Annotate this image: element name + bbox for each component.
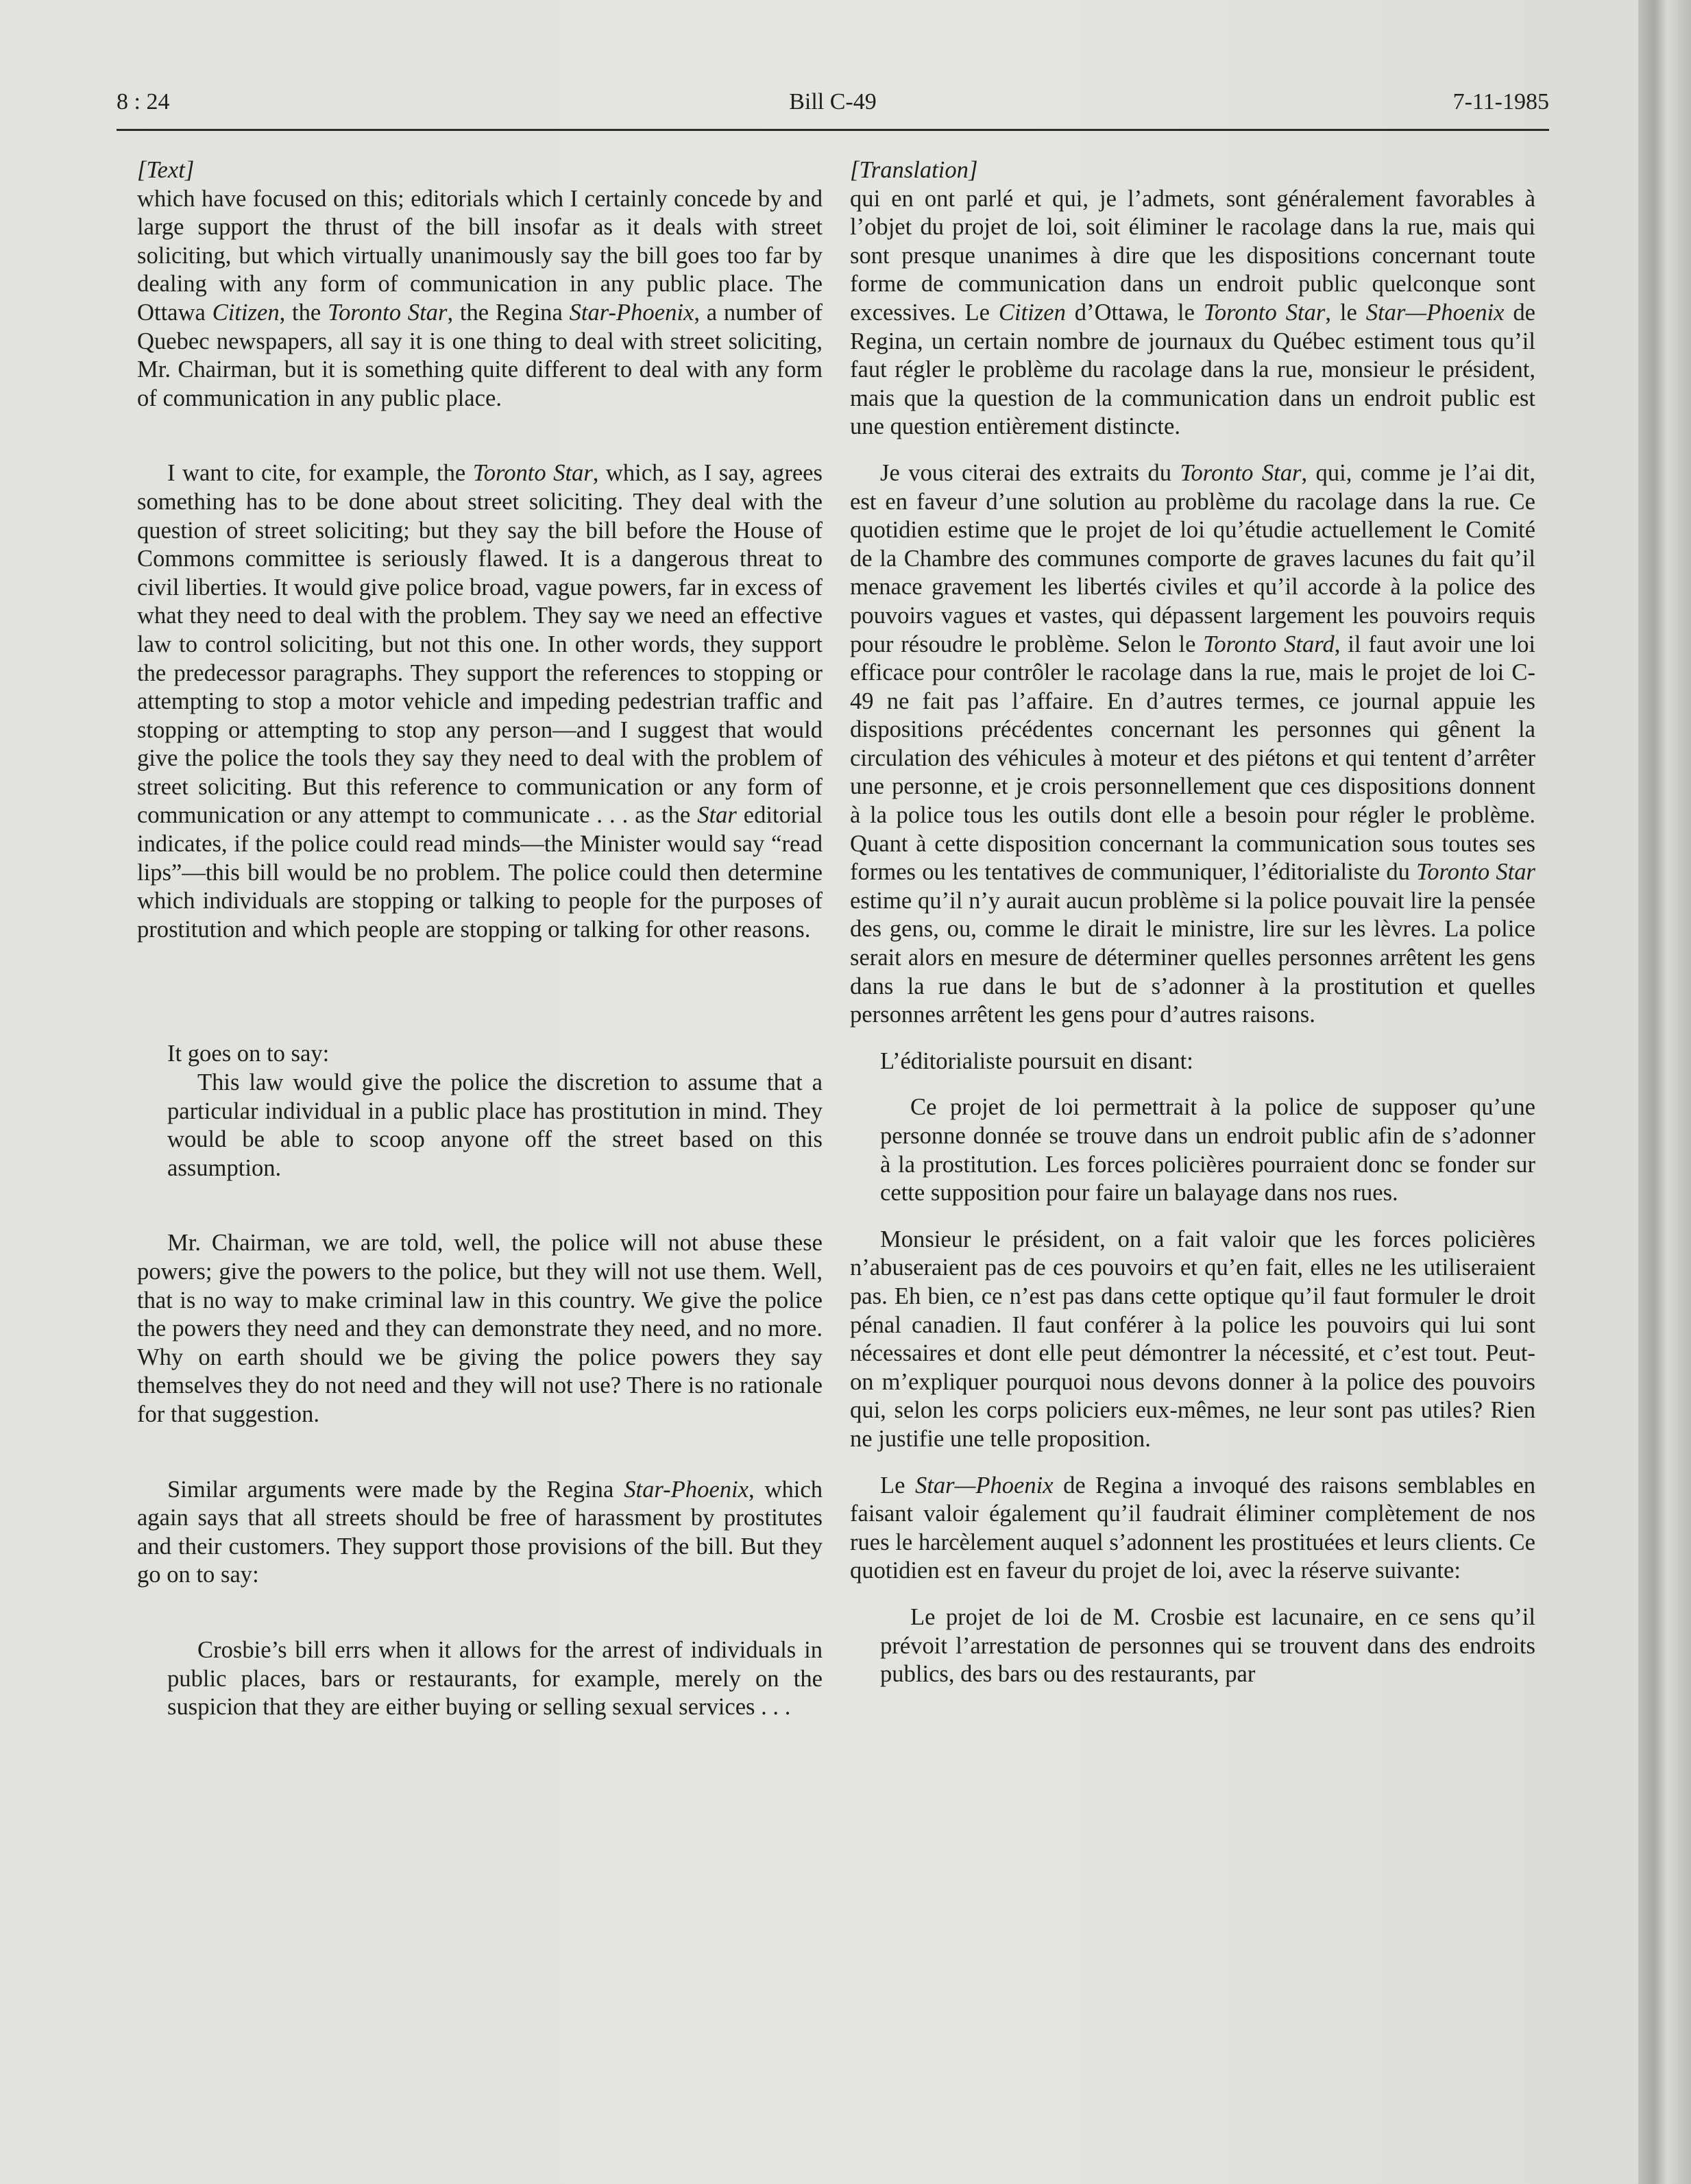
french-paragraph: Le Star—Phoenix de Regina a invoqué des raisons semblables en faisant valoir également qu’il faudrait éliminer complètement de nos rues le harcèlement auquel s’adonnent les prostituées et leurs clients. Ce quotidien est en faveur du projet de loi, avec la réserve suivante: (850, 1472, 1535, 1584)
french-column (850, 156, 1535, 1689)
french-paragraph: L’éditorialiste poursuit en disant: (880, 1047, 1193, 1074)
bill-title: Bill C-49 (789, 89, 877, 114)
english-paragraph: It goes on to say: (167, 1041, 330, 1067)
page-number: 8 : 24 (117, 89, 170, 114)
english-paragraph: which have focused on this; editorials which I certainly concede by and large support the thrust of the bill insofar as it deals with street soliciting, but which virtually unanimously say the bill goes too far by dealing with any form of communication in any public place. The Ottawa Citizen, the Toronto Star, the Regina Star-Phoenix, a number of Quebec newspapers, all say it is one thing to deal with street soliciting, Mr. Chairman, but it is something quite different to deal with any form of communication in any public place. (137, 185, 823, 411)
english-paragraph: I want to cite, for example, the Toronto Star, which, as I say, agrees something has to be done about street soliciting. They deal with the question of street soliciting; but they say the bill before the House of Commons committee is seriously flawed. It is a dangerous threat to civil liberties. It would give police broad, vague powers, far in excess of what they need to deal with the problem. They say we need an effective law to control soliciting, but not this one. In other words, they support the predecessor paragraphs. They support the references to stopping or attempting to stop a motor vehicle and impeding pedestrian traffic and stopping or attempting to stop any person—and I suggest that would give the police the tools they say they need to deal with the problem of street soliciting. But this reference to communication or any form of communication or any attempt to communicate . . . as the Star editorial indicates, if the police could read minds—the Minister would say “read lips”—this bill would be no problem. The police could then determine which individuals are stopping or talking to people for the purposes of prostitution and which people are stopping or talking for other reasons. (137, 460, 823, 943)
english-quote: Crosbie’s bill errs when it allows for the arrest of individuals in public places, bars or restaurants, for example, merely on the suspicion that they are either buying or selling sexual services . . . (167, 1636, 823, 1721)
french-label: [Translation] (850, 157, 978, 183)
french-paragraph: Je vous citerai des extraits du Toronto Star, qui, comme je l’ai dit, est en faveur d’une solution au problème du racolage dans la rue. Ce quotidien estime que le projet de loi qu’étudie actuellement le Comité de la Chambre des communes comporte de graves lacunes du fait qu’il menace gravement les libertés civiles et qu’il accorde à la police des pouvoirs vagues et vastes, qui dépassent largement les pouvoirs requis pour résoudre le problème. Selon le Toronto Stard, il faut avoir une loi efficace pour contrôler le racolage dans la rue, mais le projet de loi C-49 ne fait pas l’affaire. En d’autres termes, ce journal appuie les dispositions précédentes concernant les personnes qui gênent la circulation des véhicules à moteur et des piétons et qui tentent d’arrêter une personne, et je crois personnellement que ces dispositions donnent à la police tous les outils dont elle a besoin pour régler le problème. Quant à cette disposition concernant la communication sous toutes ses formes ou les tentatives de communiquer, l’éditorialiste du Toronto Star estime qu’il n’y aurait aucun problème si la police pouvait lire la pensée des gens, ou, comme le dirait le ministre, lire sur les lèvres. La police serait alors en mesure de déterminer quelles personnes arrêtent les gens dans la rue dans le but de s’adonner à la prostitution et quelles personnes arrêtent les gens pour d’autres raisons. (850, 459, 1535, 1028)
english-paragraph: Similar arguments were made by the Regina Star-Phoenix, which again says that all streets should be free of harassment by prostitutes and their customers. They support those provisions of the bill. But they go on to say: (137, 1476, 823, 1588)
french-quote: Ce projet de loi permettrait à la police de supposer qu’une personne donnée se trouve dans un endroit public afin de s’adonner à la prostitution. Les forces policières pourraient donc se fonder sur cette supposition pour faire un balayage dans nos rues. (880, 1094, 1535, 1206)
french-paragraph: Monsieur le président, on a fait valoir que les forces policières n’abuseraient pas de ces pouvoirs et qu’en fait, elles ne les utiliseraient pas. Eh bien, ce n’est pas dans cette optique qu’il faut formuler le droit pénal canadien. Il faut conférer à la police les pouvoirs qui lui sont nécessaires et dont elle peut démontrer la nécessité, et c’est tout. Peut-on m’expliquer pourquoi nous devons donner à la police des pouvoirs qui, selon les corps policiers eux-mêmes, ne leur sont pas utiles? Rien ne justifie une telle proposition. (850, 1226, 1535, 1452)
english-label: [Text] (137, 157, 195, 183)
page-header (117, 88, 1549, 131)
french-quote: Le projet de loi de M. Crosbie est lacunaire, en ce sens qu’il prévoit l’arrestation de personnes qui se trouvent dans des endroits publics, des bars ou des restaurants, par (880, 1603, 1535, 1688)
sitting-date: 7-11-1985 (1452, 89, 1549, 114)
english-paragraph: Mr. Chairman, we are told, well, the police will not abuse these powers; give the powers to the police, but they will not use them. Well, that is no way to make criminal law in this country. We give the police the powers they need and they can demonstrate they need, and no more. Why on earth should we be giving the police powers they say themselves they do not need and they will not use? There is no rationale for that suggestion. (137, 1230, 823, 1427)
page-edge (1638, 0, 1691, 2184)
french-paragraph: qui en ont parlé et qui, je l’admets, sont généralement favorables à l’objet du projet de loi, soit éliminer le racolage dans la rue, mais qui sont presque unanimes à dire que les dispositions concernant toute forme de communication dans un endroit public quelconque sont excessives. Le Citizen d’Ottawa, le Toronto Star, le Star—Phoenix de Regina, un certain nombre de journaux du Québec estiment tous qu’il faut régler le problème du racolage dans la rue, monsieur le président, mais que la question de la communication dans un endroit public est une question entièrement distincte. (850, 185, 1536, 440)
english-quote: This law would give the police the discretion to assume that a particular individual in a public place has prostitution in mind. They would be able to scoop anyone off the street based on this assumption. (167, 1069, 823, 1181)
english-column (137, 156, 823, 1722)
